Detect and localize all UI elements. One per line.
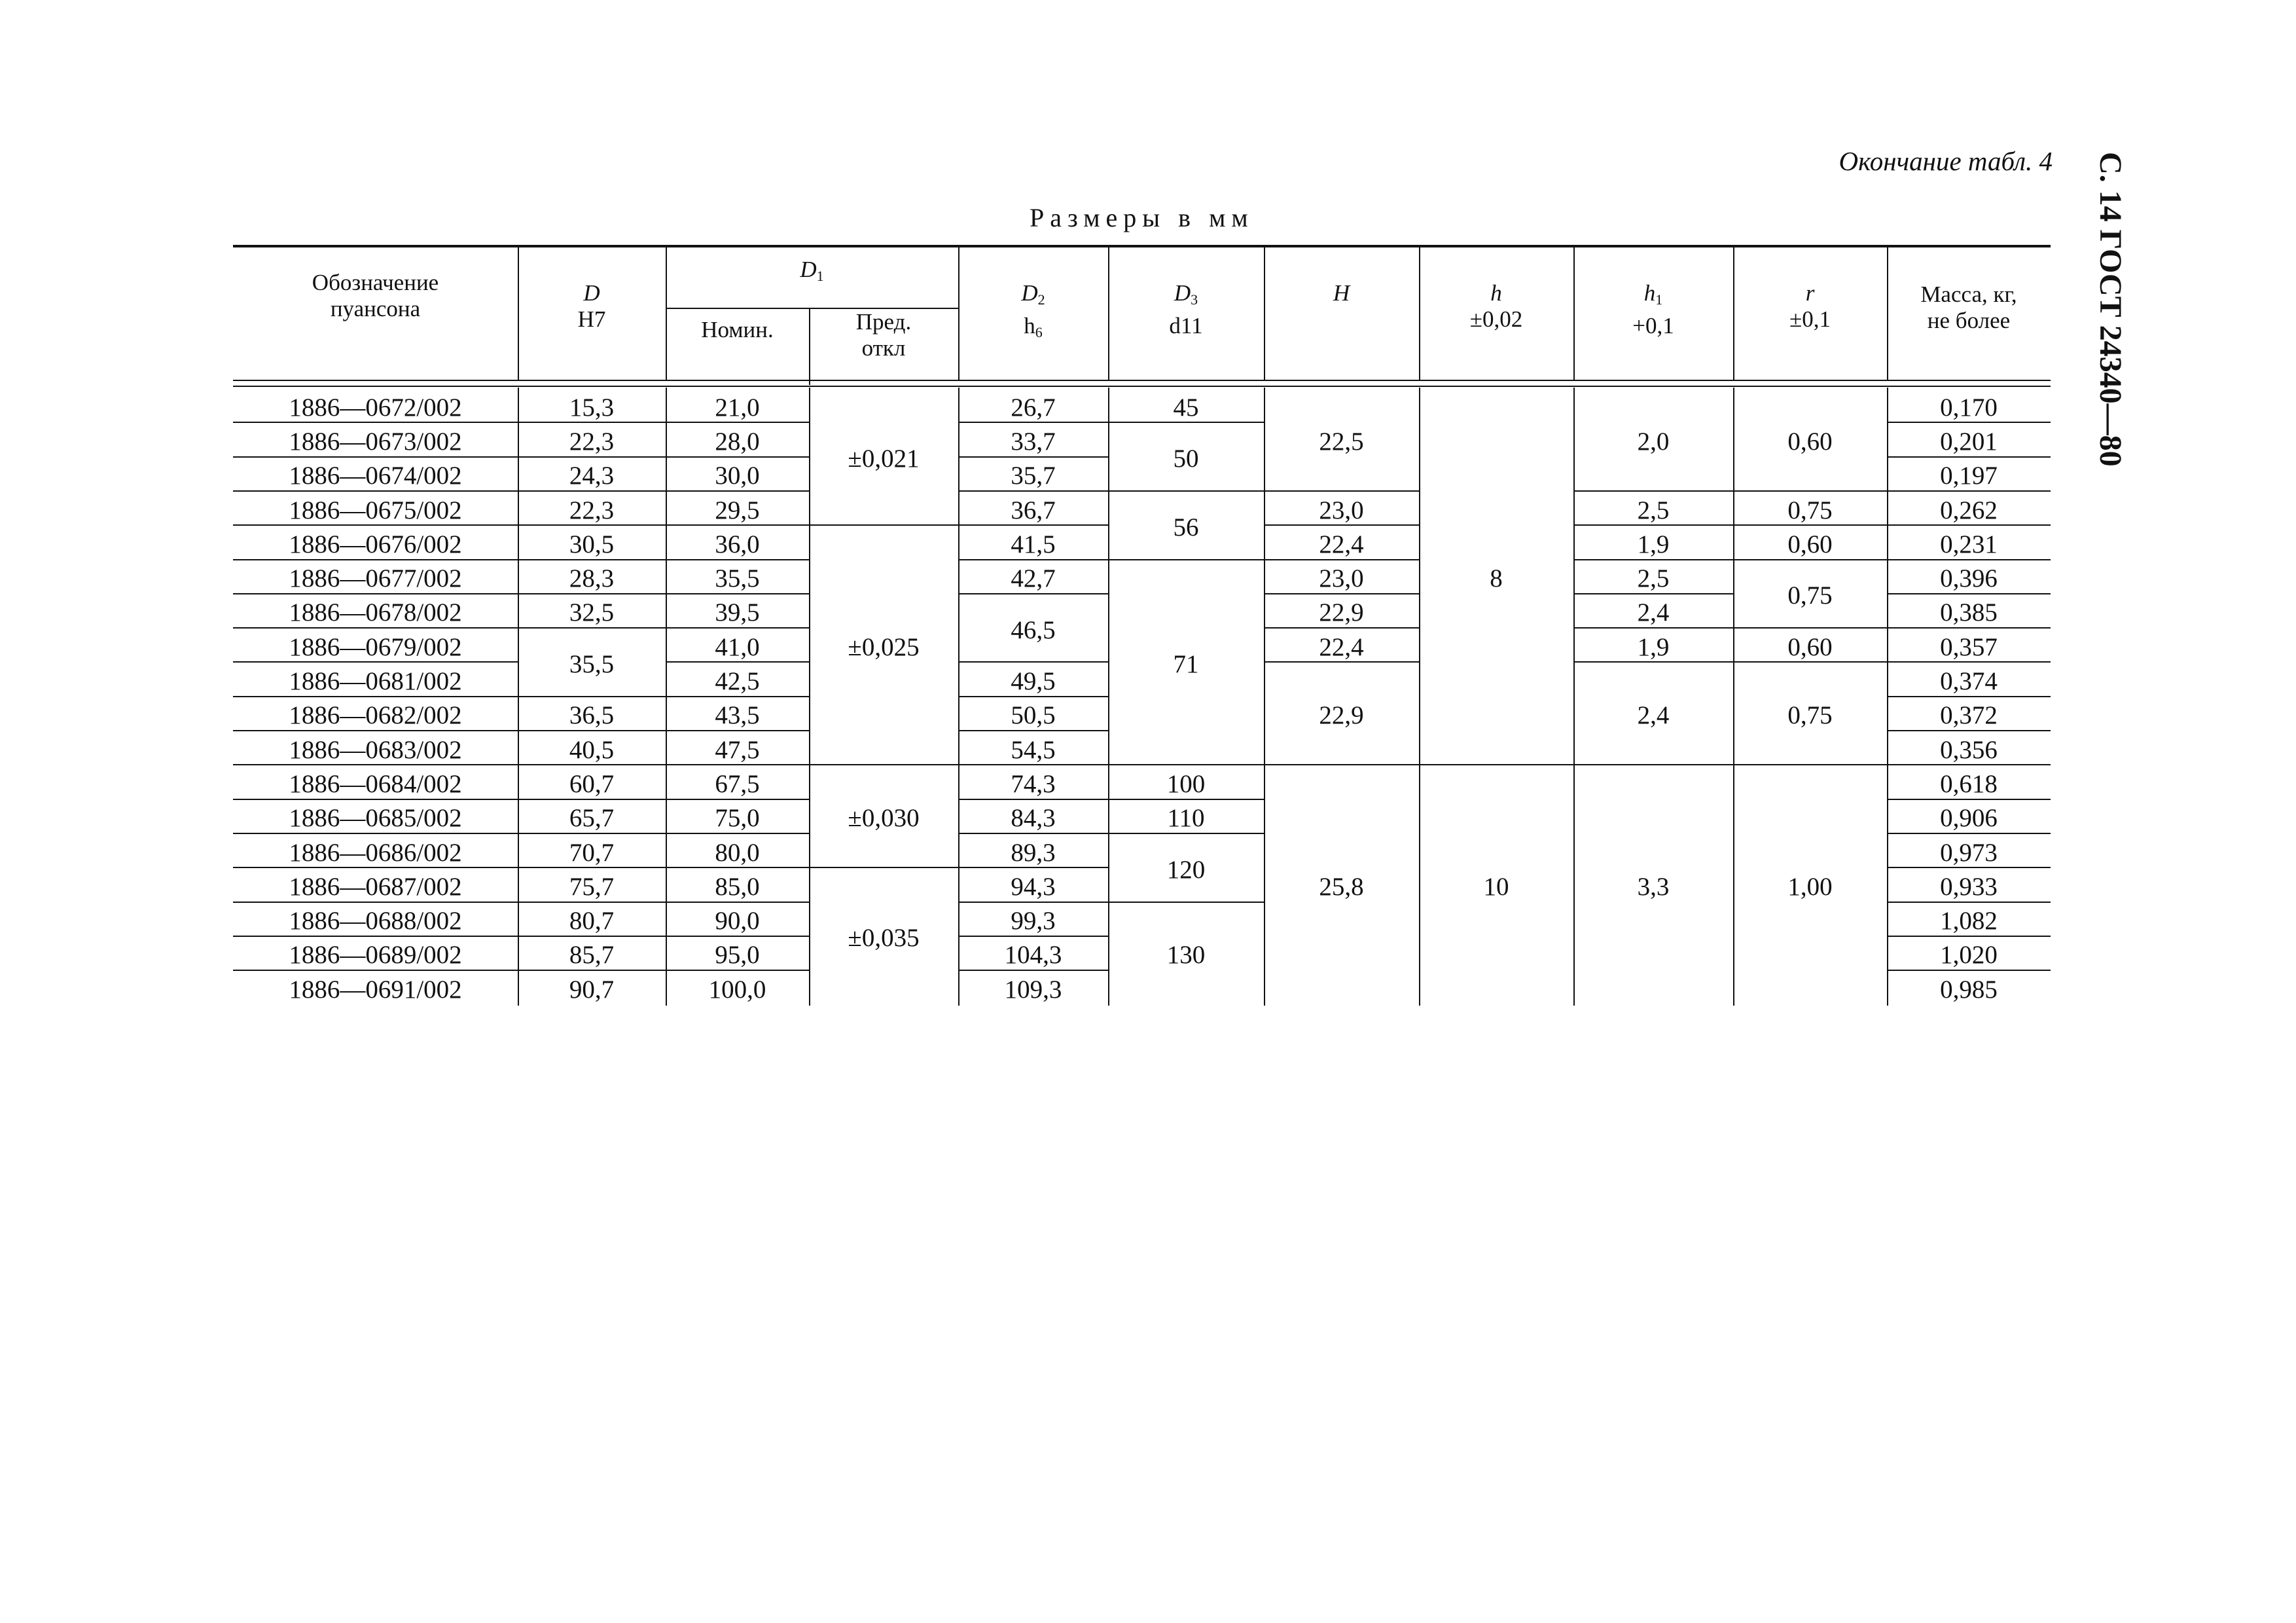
d2-cell: 89,3	[1011, 838, 1056, 867]
d2-merged-cell: 46,5	[1011, 615, 1056, 644]
header-mass: Масса, кг, не более	[1920, 282, 2017, 333]
header-divider	[1419, 245, 1420, 381]
mass-cell: 0,385	[1940, 598, 1998, 627]
d1-nominal-cell: 21,0	[715, 393, 760, 422]
mass-cell: 0,933	[1940, 872, 1998, 901]
deviation-cell: ±0,025	[848, 632, 920, 661]
deviation-cell: ±0,030	[848, 804, 920, 833]
d1-nominal-cell: 80,0	[715, 838, 760, 867]
designation-cell: 1886—0691/002	[289, 975, 462, 1004]
page-header-vertical: С. 14 ГОСТ 24340—80	[2093, 152, 2128, 467]
d3-cell: 45	[1173, 393, 1199, 422]
mass-cell: 1,082	[1940, 907, 1998, 936]
d-cell: 65,7	[569, 804, 615, 833]
designation-cell: 1886—0688/002	[289, 907, 462, 936]
h1-cell: 2,5	[1637, 496, 1670, 524]
height-cell: 22,5	[1319, 427, 1364, 456]
h1-cell: 1,9	[1637, 530, 1670, 558]
d-merged-cell: 35,5	[569, 649, 615, 678]
d-cell: 32,5	[569, 598, 615, 627]
header-designation: Обозначение пуансона	[312, 270, 439, 321]
d2-cell: 26,7	[1011, 393, 1056, 422]
r-cell: 1,00	[1787, 872, 1833, 901]
h1-cell: 2,4	[1637, 701, 1670, 730]
d3-cell: 130	[1166, 941, 1206, 970]
height-cell: 25,8	[1319, 872, 1364, 901]
d2-cell: 74,3	[1011, 769, 1056, 798]
header-rule	[233, 380, 2051, 381]
deviation-cell: ±0,021	[848, 445, 920, 473]
d2-cell: 36,7	[1011, 496, 1056, 524]
d1-nominal-cell: 95,0	[715, 941, 760, 970]
d-cell: 28,3	[569, 564, 615, 593]
r-cell: 0,75	[1787, 496, 1833, 524]
d2-cell: 42,7	[1011, 564, 1056, 593]
designation-cell: 1886—0677/002	[289, 564, 462, 593]
h1-cell: 2,5	[1637, 564, 1670, 593]
d1-nominal-cell: 41,0	[715, 632, 760, 661]
d-cell: 60,7	[569, 769, 615, 798]
mass-cell: 0,372	[1940, 701, 1998, 730]
r-cell: 0,75	[1787, 581, 1833, 610]
d-cell: 22,3	[569, 496, 615, 524]
dimensions-table	[233, 245, 2051, 1021]
d-cell: 70,7	[569, 838, 615, 867]
header-divider	[666, 245, 667, 381]
top-rule	[233, 245, 2051, 247]
height-cell: 22,4	[1319, 530, 1364, 558]
d1-nominal-cell: 75,0	[715, 804, 760, 833]
designation-cell: 1886—0681/002	[289, 667, 462, 696]
designation-cell: 1886—0673/002	[289, 427, 462, 456]
d1-nominal-cell: 35,5	[715, 564, 760, 593]
d-cell: 36,5	[569, 701, 615, 730]
h1-cell: 2,0	[1637, 427, 1670, 456]
height-cell: 22,9	[1319, 598, 1364, 627]
d2-cell: 35,7	[1011, 462, 1056, 490]
designation-cell: 1886—0686/002	[289, 838, 462, 867]
d2-cell: 41,5	[1011, 530, 1056, 558]
d1-nominal-cell: 43,5	[715, 701, 760, 730]
mass-cell: 0,985	[1940, 975, 1998, 1004]
header-height: H	[1333, 280, 1350, 306]
header-divider	[1573, 245, 1575, 381]
d1-nominal-cell: 29,5	[715, 496, 760, 524]
mass-cell: 0,357	[1940, 632, 1998, 661]
d1-subheader-divider	[809, 308, 810, 385]
units-note: Размеры в мм	[1030, 203, 1254, 232]
h-cell: 10	[1483, 872, 1509, 901]
d3-cell: 71	[1173, 649, 1199, 678]
d3-cell: 56	[1173, 513, 1199, 541]
r-cell: 0,60	[1787, 530, 1833, 558]
header-divider	[1264, 245, 1265, 381]
mass-cell: 0,973	[1940, 838, 1998, 867]
header-divider	[1108, 245, 1109, 381]
mass-cell: 0,197	[1940, 462, 1998, 490]
d1-nominal-cell: 42,5	[715, 667, 760, 696]
r-cell: 0,60	[1787, 427, 1833, 456]
d-cell: 80,7	[569, 907, 615, 936]
d1-nominal-cell: 100,0	[708, 975, 766, 1004]
d-cell: 30,5	[569, 530, 615, 558]
designation-cell: 1886—0675/002	[289, 496, 462, 524]
mass-cell: 0,201	[1940, 427, 1998, 456]
d-cell: 15,3	[569, 393, 615, 422]
header-r: r ±0,1	[1789, 280, 1831, 332]
d2-cell: 104,3	[1004, 941, 1062, 970]
d-cell: 85,7	[569, 941, 615, 970]
header-rule-double	[233, 386, 2051, 387]
d2-cell: 49,5	[1011, 667, 1056, 696]
header-d2: $D_2$ $h_6$	[1021, 280, 1045, 340]
h-cell: 8	[1490, 564, 1503, 593]
designation-cell: 1886—0687/002	[289, 872, 462, 901]
d-cell: 24,3	[569, 462, 615, 490]
r-cell: 0,60	[1787, 632, 1833, 661]
d1-nominal-cell: 36,0	[715, 530, 760, 558]
r-cell: 0,75	[1787, 701, 1833, 730]
d3-cell: 120	[1166, 855, 1206, 884]
height-cell: 22,4	[1319, 632, 1364, 661]
header-divider	[518, 245, 519, 381]
d1-subheader-rule	[666, 308, 958, 309]
designation-cell: 1886—0682/002	[289, 701, 462, 730]
header-divider	[1733, 245, 1734, 381]
d1-nominal-cell: 28,0	[715, 427, 760, 456]
d-cell: 22,3	[569, 427, 615, 456]
header-d1-deviation: Пред. откл	[855, 309, 912, 361]
designation-cell: 1886—0678/002	[289, 598, 462, 627]
header-h1: $h_1$ +0,1	[1632, 280, 1674, 338]
mass-cell: 0,356	[1940, 735, 1998, 764]
height-cell: 23,0	[1319, 496, 1364, 524]
designation-cell: 1886—0684/002	[289, 769, 462, 798]
designation-cell: 1886—0689/002	[289, 941, 462, 970]
d2-cell: 109,3	[1004, 975, 1062, 1004]
d1-nominal-cell: 67,5	[715, 769, 760, 798]
height-cell: 22,9	[1319, 701, 1364, 730]
header-d3: $D_3$ d11	[1169, 280, 1203, 338]
d3-cell: 110	[1167, 804, 1205, 833]
header-h: h ±0,02	[1469, 280, 1523, 332]
mass-cell: 0,231	[1940, 530, 1998, 558]
d2-cell: 50,5	[1011, 701, 1056, 730]
mass-cell: 0,906	[1940, 804, 1998, 833]
h1-cell: 1,9	[1637, 632, 1670, 661]
header-d1: $D_1$	[800, 257, 824, 284]
d2-cell: 99,3	[1011, 907, 1056, 936]
designation-cell: 1886—0676/002	[289, 530, 462, 558]
d3-cell: 100	[1166, 769, 1206, 798]
d-cell: 40,5	[569, 735, 615, 764]
d1-nominal-cell: 47,5	[715, 735, 760, 764]
mass-cell: 0,262	[1940, 496, 1998, 524]
d3-cell: 50	[1173, 445, 1199, 473]
deviation-cell: ±0,035	[848, 924, 920, 953]
d2-cell: 33,7	[1011, 427, 1056, 456]
mass-cell: 0,170	[1940, 393, 1998, 422]
mass-cell: 0,396	[1940, 564, 1998, 593]
mass-cell: 1,020	[1940, 941, 1998, 970]
d-cell: 75,7	[569, 872, 615, 901]
header-d1-nominal: Номин.	[701, 317, 774, 342]
height-cell: 23,0	[1319, 564, 1364, 593]
d1-nominal-cell: 30,0	[715, 462, 760, 490]
h1-cell: 2,4	[1637, 598, 1670, 627]
d2-cell: 84,3	[1011, 804, 1056, 833]
d-cell: 90,7	[569, 975, 615, 1004]
header-divider	[1887, 245, 1888, 381]
d1-nominal-cell: 85,0	[715, 872, 760, 901]
mass-cell: 0,374	[1940, 667, 1998, 696]
header-d: D H7	[577, 280, 606, 332]
designation-cell: 1886—0685/002	[289, 804, 462, 833]
d2-cell: 54,5	[1011, 735, 1056, 764]
designation-cell: 1886—0672/002	[289, 393, 462, 422]
header-divider	[958, 245, 960, 381]
designation-cell: 1886—0674/002	[289, 462, 462, 490]
mass-cell: 0,618	[1940, 769, 1998, 798]
h1-cell: 3,3	[1637, 872, 1670, 901]
table-caption: Окончание табл. 4	[1839, 146, 2053, 176]
d2-cell: 94,3	[1011, 872, 1056, 901]
designation-cell: 1886—0679/002	[289, 632, 462, 661]
designation-cell: 1886—0683/002	[289, 735, 462, 764]
d1-nominal-cell: 90,0	[715, 907, 760, 936]
d1-nominal-cell: 39,5	[715, 598, 760, 627]
